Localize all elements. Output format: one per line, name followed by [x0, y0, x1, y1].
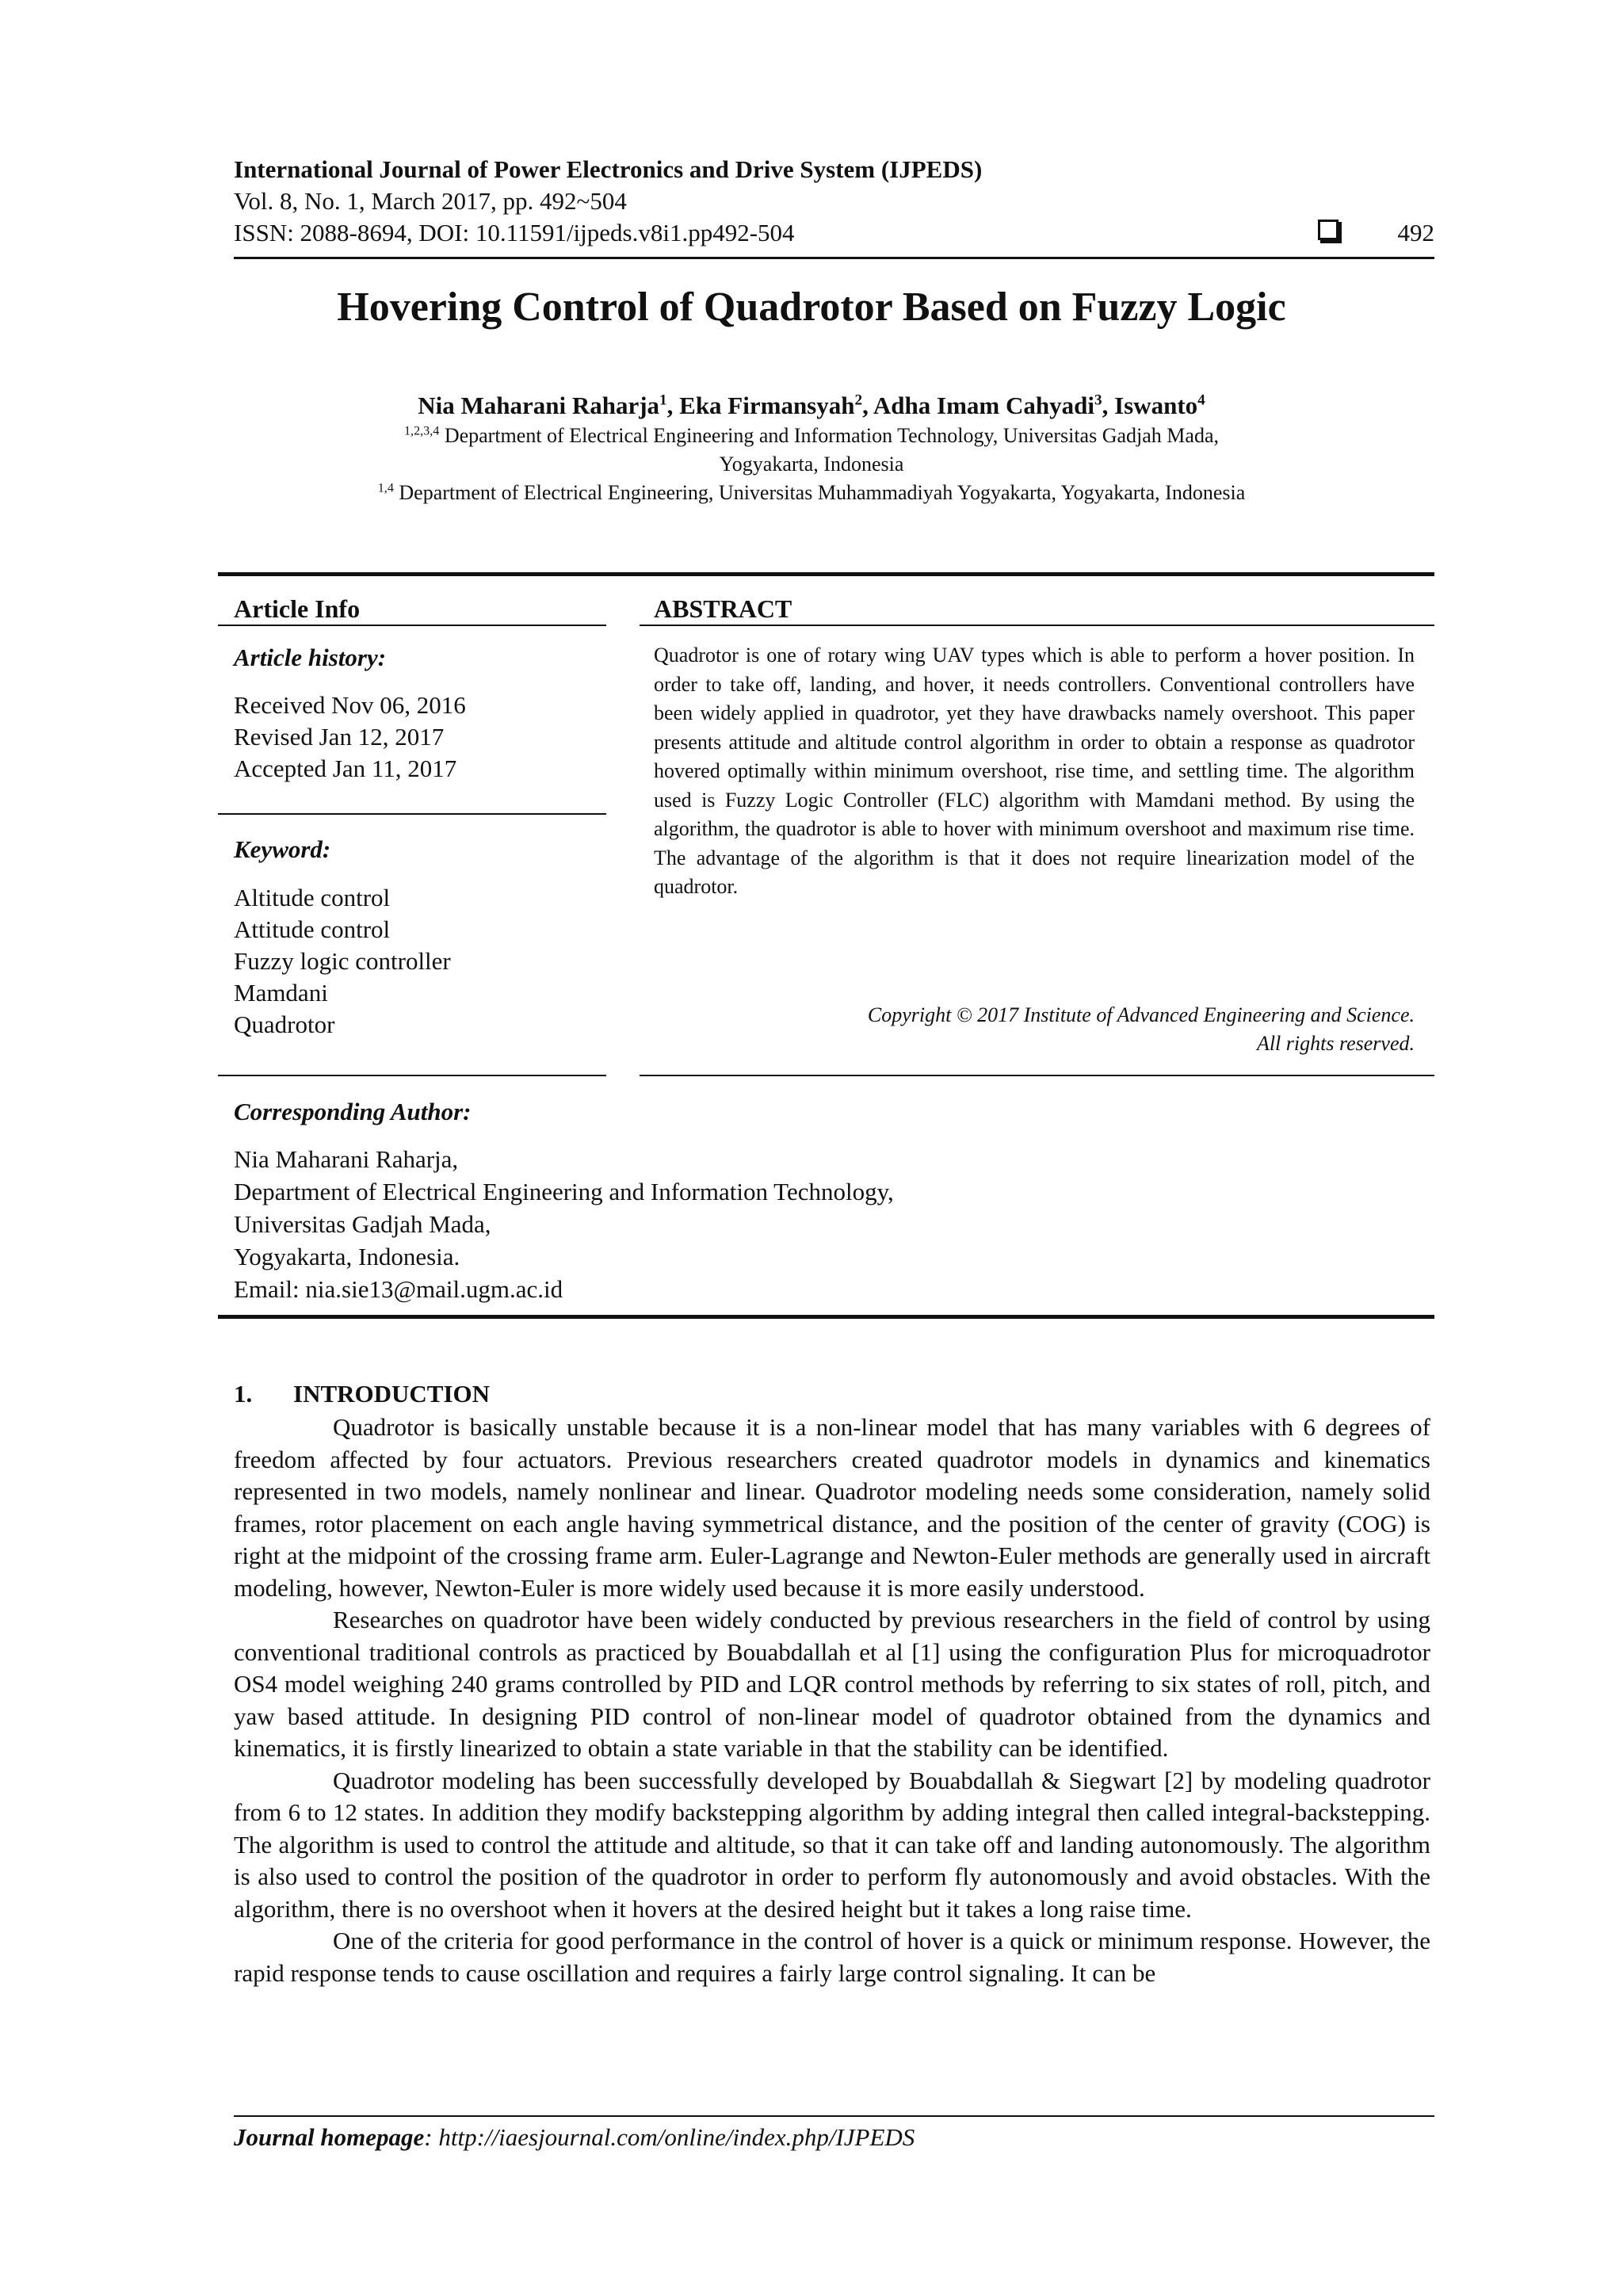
info-top-rule [218, 572, 1434, 576]
keyword-item: Attitude control [234, 915, 391, 943]
corresponding-univ: Universitas Gadjah Mada, [234, 1210, 491, 1238]
history-revised: Revised Jan 12, 2017 [234, 723, 445, 751]
keyword-heading: Keyword: [234, 835, 331, 863]
paragraph: Researches on quadrotor have been widely conducted by previous researchers in the field of control by using conventional traditional controls as practiced by Bouabdallah et al [1] using the configuration Plus for microquadrotor OS4 model weighing 240 grams controlled by PID and LQR control methods by referring to six states of roll, pitch, and yaw based attitude. In designing PID control of non-linear model of quadrotor obtained from the dynamics and kinematics, it is firstly linearized to obtain a state variable in that the stability can be identified. [234, 1606, 1430, 1762]
corresponding-name: Nia Maharani Raharja, [234, 1145, 459, 1173]
corresponding-heading: Corresponding Author: [234, 1098, 472, 1125]
history-rule [218, 813, 606, 815]
author-list [0, 392, 1623, 420]
affiliation-1: $^{1,2,3,4}$ Department of Electrical Engineering and Information Technology, Universitas Gadjah Mada, [404, 424, 1219, 447]
corresponding-email: Email: nia.sie13@mail.ugm.ac.id [234, 1275, 563, 1303]
header-rule [234, 257, 1434, 259]
info-bottom-rule [218, 1315, 1434, 1319]
author: Eka Firmansyah$^2$, [679, 392, 873, 419]
journal-name: International Journal of Power Electronics and Drive System (IJPEDS) [234, 155, 983, 183]
abstract-rule [640, 625, 1434, 626]
introduction-body [234, 1412, 1430, 1989]
article-history-heading: Article history: [234, 644, 387, 671]
article-info-rule [218, 625, 606, 626]
keyword-end-rule [218, 1075, 606, 1076]
abstract-end-rule [640, 1075, 1434, 1076]
keyword-item: Mamdani [234, 979, 328, 1007]
copyright-rights: All rights reserved. [1256, 1032, 1415, 1055]
footer-rule [234, 2115, 1434, 2117]
square-box-icon [1318, 220, 1338, 240]
affiliation-1-cont: Yogyakarta, Indonesia [719, 453, 904, 476]
paragraph: Quadrotor is basically unstable because it is a non-linear model that has many variables with 6 degrees of freedom affected by four actuators. Previous researchers created quadrotor models in dynamics and kinematics represented in two models, namely nonlinear and linear. Quadrotor modeling needs some consideration, namely solid frames, rotor placement on each angle having symmetrical distance, and the position of the center of gravity (COG) is right at the midpoint of the crossing frame arm. Euler-Lagrange and Newton-Euler methods are generally used in aircraft modeling, however, Newton-Euler is more widely used because it is more easily understood. [234, 1413, 1430, 1602]
journal-homepage: Journal homepage: http://iaesjournal.com/online/index.php/IJPEDS [234, 2123, 915, 2151]
keyword-item: Altitude control [234, 884, 391, 911]
corresponding-dept: Department of Electrical Engineering and Information Technology, [234, 1178, 894, 1205]
paragraph: Quadrotor modeling has been successfully developed by Bouabdallah & Siegwart [2] by modeling quadrotor from 6 to 12 states. In addition they modify backstepping algorithm by adding integral then called integral-backstepping. The algorithm is used to control the attitude and altitude, so that it can take off and landing autonomously. The algorithm is also used to control the position of the quadrotor in order to perform fly autonomously and avoid obstacles. With the algorithm, there is no overshoot when it hovers at the desired height but it takes a long raise time. [234, 1766, 1430, 1923]
article-info-heading: Article Info [234, 594, 361, 623]
history-received: Received Nov 06, 2016 [234, 691, 466, 719]
history-accepted: Accepted Jan 11, 2017 [234, 755, 457, 782]
journal-issn: ISSN: 2088-8694, DOI: 10.11591/ijpeds.v8i1.pp492-504 [234, 219, 795, 246]
page-number: 492 [1397, 219, 1434, 246]
affiliation-2: $^{1,4}$ Department of Electrical Engineering, Universitas Muhammadiyah Yogyakarta, Yogyakarta, Indonesia [377, 481, 1246, 504]
author: Iswanto$^4$ [1114, 392, 1205, 419]
section-heading-introduction: 1. INTRODUCTION [234, 1380, 491, 1408]
abstract-heading: ABSTRACT [654, 594, 792, 623]
keyword-item: Fuzzy logic controller [234, 947, 451, 975]
paper-title: Hovering Control of Quadrotor Based on Fuzzy Logic [337, 285, 1286, 330]
corresponding-city: Yogyakarta, Indonesia. [234, 1243, 460, 1270]
abstract-text: Quadrotor is one of rotary wing UAV types which is able to perform a hover position. In order to take off, landing, and hover, it needs controllers. Conventional controllers have been widely applied in quadrotor, yet they have drawbacks namely overshoot. This paper presents attitude and altitude control algorithm in order to obtain a response as quadrotor hovered optimally within minimum overshoot, rise time, and settling time. The algorithm used is Fuzzy Logic Controller (FLC) algorithm with Mamdani method. By using the algorithm, the quadrotor is able to hover with minimum overshoot and maximum rise time. The advantage of the algorithm is that it does not require linearization model of the quadrotor. [654, 644, 1415, 898]
author: Adha Imam Cahyadi$^3$, [873, 392, 1115, 419]
journal-homepage-link[interactable]: : http://iaesjournal.com/online/index.php/IJPEDS [424, 2123, 915, 2151]
paragraph: One of the criteria for good performance in the control of hover is a quick or minimum response. However, the rapid response tends to cause oscillation and requires a fairly large control signaling. It can be [234, 1927, 1430, 1987]
copyright-line: Copyright © 2017 Institute of Advanced Engineering and Science. [867, 1003, 1415, 1026]
author: Nia Maharani Raharja$^1$, [418, 392, 680, 419]
keyword-item: Quadrotor [234, 1010, 335, 1038]
journal-volume: Vol. 8, No. 1, March 2017, pp. 492~504 [234, 187, 627, 215]
